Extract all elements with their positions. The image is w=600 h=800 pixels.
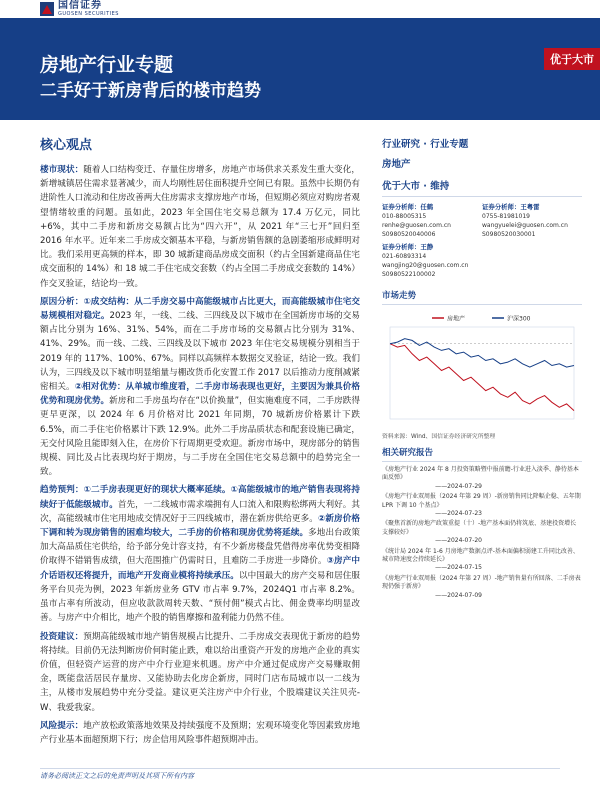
report-date: ——2024-07-29 <box>435 482 482 490</box>
report-title: 房地产行业专题 <box>40 54 174 76</box>
top-bar <box>0 0 600 18</box>
logo-chinese: 国信证券 <box>58 0 102 11</box>
logo-english: GUOSEN SECURITIES <box>58 11 119 17</box>
analyst-name: 证券分析师：王静 <box>382 243 434 251</box>
title-banner <box>0 18 600 120</box>
logo-mark-icon <box>40 2 54 16</box>
analyst-card <box>482 203 582 239</box>
report-title: 《统计局 2024 年 1-6 月房地产数据点评-基本面偏积弱建工升同比改善、城市降速度会持续延长》 <box>382 547 579 564</box>
chart-frame <box>390 327 574 419</box>
market-trend-svg <box>382 309 582 429</box>
section-title: 核心观点 <box>40 138 93 153</box>
report-title: 《房地产行业双周报（2024 年第 27 周）-地产销售量有所回落、二手房表现仍强于新房》 <box>382 574 581 591</box>
analyst-cert: S0980522100002 <box>382 271 436 278</box>
paragraph-lead: 投资建议： <box>40 631 84 642</box>
paragraph-market-status <box>40 163 360 291</box>
analyst-email[interactable]: wangjing20@guosen.com.cn <box>382 262 469 269</box>
paragraph-text: 新房和二手房虽均存在“以价换量”，但实施难度不同，二手房跌得更早更深，以 2024 年 6 月价格对比 2021 年同期，70 城新房价格累计下跌 6.5%，而二手住宅价格累计下跌 12.9%。此外二手房品质状态和配套设施已确定，无交付风险且能即刻入住，在房价下行周期更受欢迎。新房市场中，现房部分的销售规模、同比及占比表现均好于期房，与二手房在全国住宅交易总额中的趋势完全一致。 <box>40 396 360 478</box>
chart-source: 资料来源：Wind、国信证券经济研究所整理 <box>382 434 496 440</box>
report-item[interactable] <box>382 520 582 545</box>
paragraph-investment-advice <box>40 630 360 715</box>
market-trend-chart <box>382 309 582 429</box>
report-date: ——2024-07-15 <box>435 564 482 572</box>
series-line <box>390 344 574 411</box>
related-reports-list <box>382 466 582 600</box>
paragraph-text: 预期高能级城市地产销售规模占比提升、二手房成交表现优于新房的趋势将持续。目前仍无法判断房价何时能止跌，难以给出重资产开发的房地产企业的真实价值，但轻资产运营的房产中介行业迎来机遇。房产中介通过促成房产交易赚取佣金，既能盘活居民存量房、又能协助去化房企新房，同时门店布局城市以一二线为主，从楼市发展趋势中充分受益。建议更关注房产中介行业，个股端建议关注贝壳-W、我爱我家。 <box>40 631 360 713</box>
analyst-card <box>382 203 482 239</box>
paragraph-highlight: ②新房价格下调和转为现房销售的困难均较大，二手房的价格和现房优势将延续。 <box>40 513 360 539</box>
paragraph-text: 多地出台政策加大高品质住宅供给，给予部分免计容支持，有不少新房楼盘凭借得房率优势变相降价取得不错销售成绩，但大范围推广仍需时日，且难防二手房进一步降价。 <box>40 528 360 567</box>
analyst-list <box>382 203 582 283</box>
core-views-column <box>40 128 360 751</box>
paragraph-cause-analysis <box>40 295 360 480</box>
rating-tag: 优于大市 <box>544 48 600 70</box>
sidebar-column <box>382 128 582 602</box>
report-title: 《房地产行业双周报（2024 年第 29 周）-新房销售同比降幅企稳、五年期 LPR 下调 10 个基点》 <box>382 493 581 509</box>
legend-label: 房地产 <box>447 315 466 323</box>
paragraph-highlight: ①成交结构：从二手房交易中高能级城市占比更大，而高能级城市住宅交易规模相对稳定。 <box>40 296 360 322</box>
paragraph-text: 以中国最大的房产交易和居住服务平台贝壳为例，2023 年新房业务 GTV 市占率 9.7%，2024Q1 市占率 8.2%。虽市占率有所波动，但应收款款周转天数、“预付佣”模式占比、佣金费率均明显改善。与房产中介相比，地产个股的销售摩擦和盈利能力仍然不佳。 <box>40 570 360 624</box>
company-logo <box>40 0 119 18</box>
paragraph-lead: 原因分析： <box>40 296 84 307</box>
paragraph-risk-warning <box>40 719 360 747</box>
report-item[interactable] <box>382 493 582 518</box>
series-line <box>390 339 574 367</box>
report-date: ——2024-07-20 <box>435 537 482 545</box>
analyst-card <box>382 243 482 279</box>
report-subtitle: 二手好于新房背后的楼市趋势 <box>40 81 261 101</box>
analyst-name: 证券分析师：任鹤 <box>382 203 434 211</box>
report-item[interactable] <box>382 466 582 491</box>
paragraph-lead: 楼市现状： <box>40 165 84 175</box>
chart-heading: 市场走势 <box>382 289 582 305</box>
report-title: 《聚焦首新的房地产政策重提（十）-地产基本面仍将筑底、基建投资增长支撑较好》 <box>382 520 577 536</box>
footer-disclaimer: 请务必阅读正文之后的免责声明及其项下所有内容 <box>40 772 194 780</box>
paragraph-text: 2023 年，一线、二线、三四线及以下城市在全国新房市场的交易额占比分别为 16%、31%、54%，而在二手房市场的交易额占比分别为 31%、41%、29%。而一线、二线、三四线及以下城市 2023 年住宅交易规模分别相当于 2019 年的 117%、100%、67%。同样以高频样本数据交叉验证，结论一致。我们认为，三四线及以下城市明显缩量与棚改货币化安置工作 2017 以后推动力度削减紧密相关。 <box>40 311 360 393</box>
industry-rating: 优于大市 · 维持 <box>382 178 582 197</box>
paragraph-text: 随着人口结构变迁、存量住房增多，房地产市场供求关系发生重大变化，新增城镇居住需求显著减少，而人均刚性居住面积提升空间已有限。虽然中长期仍有进阶性人口流动和住房改善两大住房需求支撑房地产市场，但短期必须应对购房者观望情绪较重的问题。虽如此，2023 年全国住宅交易总额为 17.4 万亿元，同比+6%，其中二手房和新房交易额占比为“四六开”，从 2021 年“三七开”回归至 2016 年水平。近年来二手房成交额基本平稳，与新房销售额的急剧萎缩形成鲜明对比。我们采用更高频的样本，即 30 城新建商品房成交面积（约占全国新建商品住宅成交面积的 14%）和 18 城二手住宅成交套数（约占全国二手房成交套数的 14%）作交叉验证，结论均一致。 <box>40 165 360 289</box>
paragraph-highlight: ③房产中介话语权还将提升，而地产开发商业模将持续承压。 <box>40 556 360 581</box>
analyst-cert: S0980520030001 <box>482 231 536 238</box>
report-item[interactable] <box>382 548 582 573</box>
paragraph-text: 地产放松政策落地效果及持续强度不及预期；宏观环境变化等因素致房地产行业基本面超预期下行；房企信用风险事件超预期冲击。 <box>40 720 360 745</box>
report-date: ——2024-07-23 <box>435 510 482 518</box>
report-item[interactable] <box>382 575 582 600</box>
paragraph-highlight: ②相对优势：从单城市维度看，二手房市场表现也更好，主要因为兼具价格优势和现房优势。 <box>40 382 360 407</box>
analyst-email[interactable]: renhe@guosen.com.cn <box>382 222 451 229</box>
analyst-cert: S0980520040006 <box>382 231 436 238</box>
report-category: 行业研究 · 行业专题 <box>382 139 469 150</box>
analyst-name: 证券分析师：王粤雷 <box>482 203 540 211</box>
paragraph-lead: 风险提示： <box>40 720 84 731</box>
analyst-phone: 010-88005315 <box>382 213 427 220</box>
industry-name: 房地产 <box>382 159 411 170</box>
analyst-email[interactable]: wangyuelei@guosen.com.cn <box>482 222 568 229</box>
analyst-phone: 0755-81981019 <box>482 213 530 220</box>
paragraph-trend-forecast <box>40 483 360 625</box>
report-date: ——2024-07-09 <box>435 591 482 599</box>
legend-label: 沪深300 <box>507 315 531 323</box>
analyst-phone: 021-60893314 <box>382 253 427 260</box>
paragraph-lead: 趋势预判： <box>40 485 84 496</box>
report-title: 《房地产行业 2024 年 8 月投资策略暨中报前瞻-行业进入淡季、静待基本面反弹》 <box>382 466 579 482</box>
footer-divider <box>40 768 560 769</box>
reports-heading: 相关研究报告 <box>382 446 582 462</box>
paragraph-highlight: ①二手房表现更好的现状大概率延续。①高能级城市的地产销售表现将持续好于低能级城市。 <box>40 485 360 510</box>
paragraph-text: 首先，一二线城市需求端拥有人口流入和限购松绑两大利好。其次，高能级城市住宅用地成交情况好于三四线城市，潜在新房供给更多。 <box>40 499 360 524</box>
